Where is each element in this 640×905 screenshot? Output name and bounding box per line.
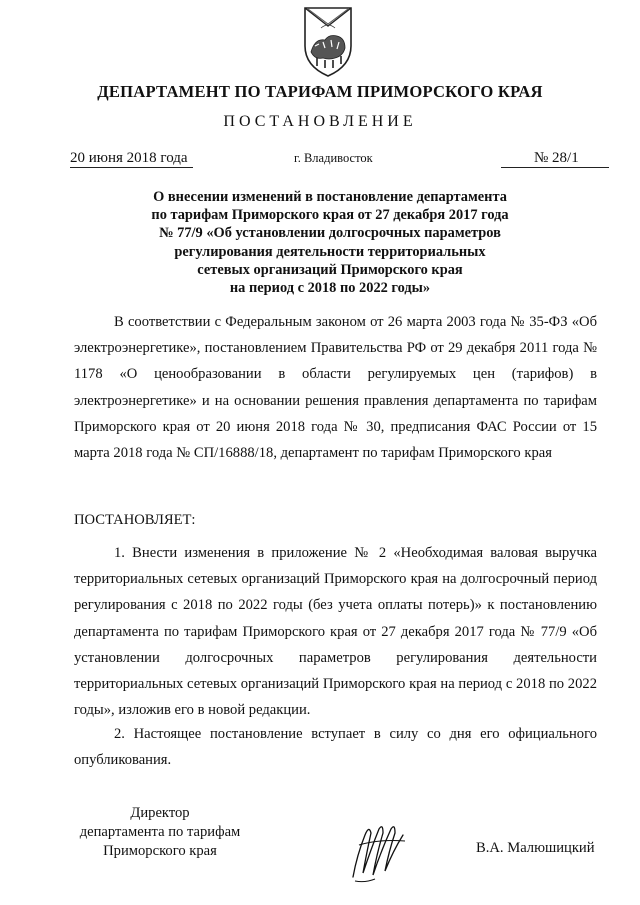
department-name: ДЕПАРТАМЕНТ ПО ТАРИФАМ ПРИМОРСКОГО КРАЯ [97, 82, 543, 101]
document-city: г. Владивосток [294, 151, 373, 165]
document-number: № 28/1 [534, 150, 579, 166]
decree-heading: ПОСТАНОВЛЯЕТ: [74, 512, 196, 528]
preamble-paragraph: В соответствии с Федеральным законом от 26 марта 2003 года № 35-ФЗ «Об электроэнергетике», постановлением Правительства РФ от 29 декабря 2011 года № 1178 «О ценообразовании в области регулируемых цен (тарифов) в электроэнергетике» и на основании решения правления департамента по тарифам Приморского края от 20 июня 2018 года № 30, предписания ФАС России от 15 марта 2018 года № СП/16888/18, департамент по тарифам Приморского края [74, 314, 597, 462]
document-title [120, 188, 540, 297]
item-2-paragraph: 2. Настоящее постановление вступает в силу со дня его официального опубликования. [74, 726, 597, 769]
handwritten-signature [345, 815, 413, 885]
number-underline [501, 167, 609, 168]
document-type: ПОСТАНОВЛЕНИЕ [223, 113, 417, 130]
title-line: № 77/9 «Об установлении долгосрочных параметров [159, 225, 501, 242]
title-line: сетевых организаций Приморского края [197, 261, 463, 278]
document-date: 20 июня 2018 года [70, 150, 188, 166]
signatory-position [70, 804, 250, 860]
item-1-paragraph: 1. Внести изменения в приложение № 2 «Необходимая валовая выручка территориальных сетевых организаций Приморского края на долгосрочный период регулирования с 2018 по 2022 годы (без учета оплаты потерь)» к постановлению департамента по тарифам Приморского края от 27 декабря 2017 года № 77/9 «Об установлении долгосрочных параметров регулирования деятельности территориальных сетевых организаций Приморского края на период с 2018 по 2022 годы», изложив его в новой редакции. [74, 545, 597, 719]
signatory-position-line: департамента по тарифам [79, 823, 241, 840]
title-line: по тарифам Приморского края от 27 декабря 2017 года [151, 207, 509, 224]
coat-of-arms-icon [299, 0, 357, 80]
title-line: на период с 2018 по 2022 годы» [229, 280, 431, 297]
date-underline [70, 167, 193, 168]
signatory-position-line: Директор [130, 805, 190, 821]
signatory-name: В.А. Малюшицкий [476, 840, 595, 856]
title-line: О внесении изменений в постановление департамента [153, 189, 507, 205]
title-line: регулирования деятельности территориальных [174, 243, 486, 260]
signatory-position-line: Приморского края [103, 842, 217, 859]
